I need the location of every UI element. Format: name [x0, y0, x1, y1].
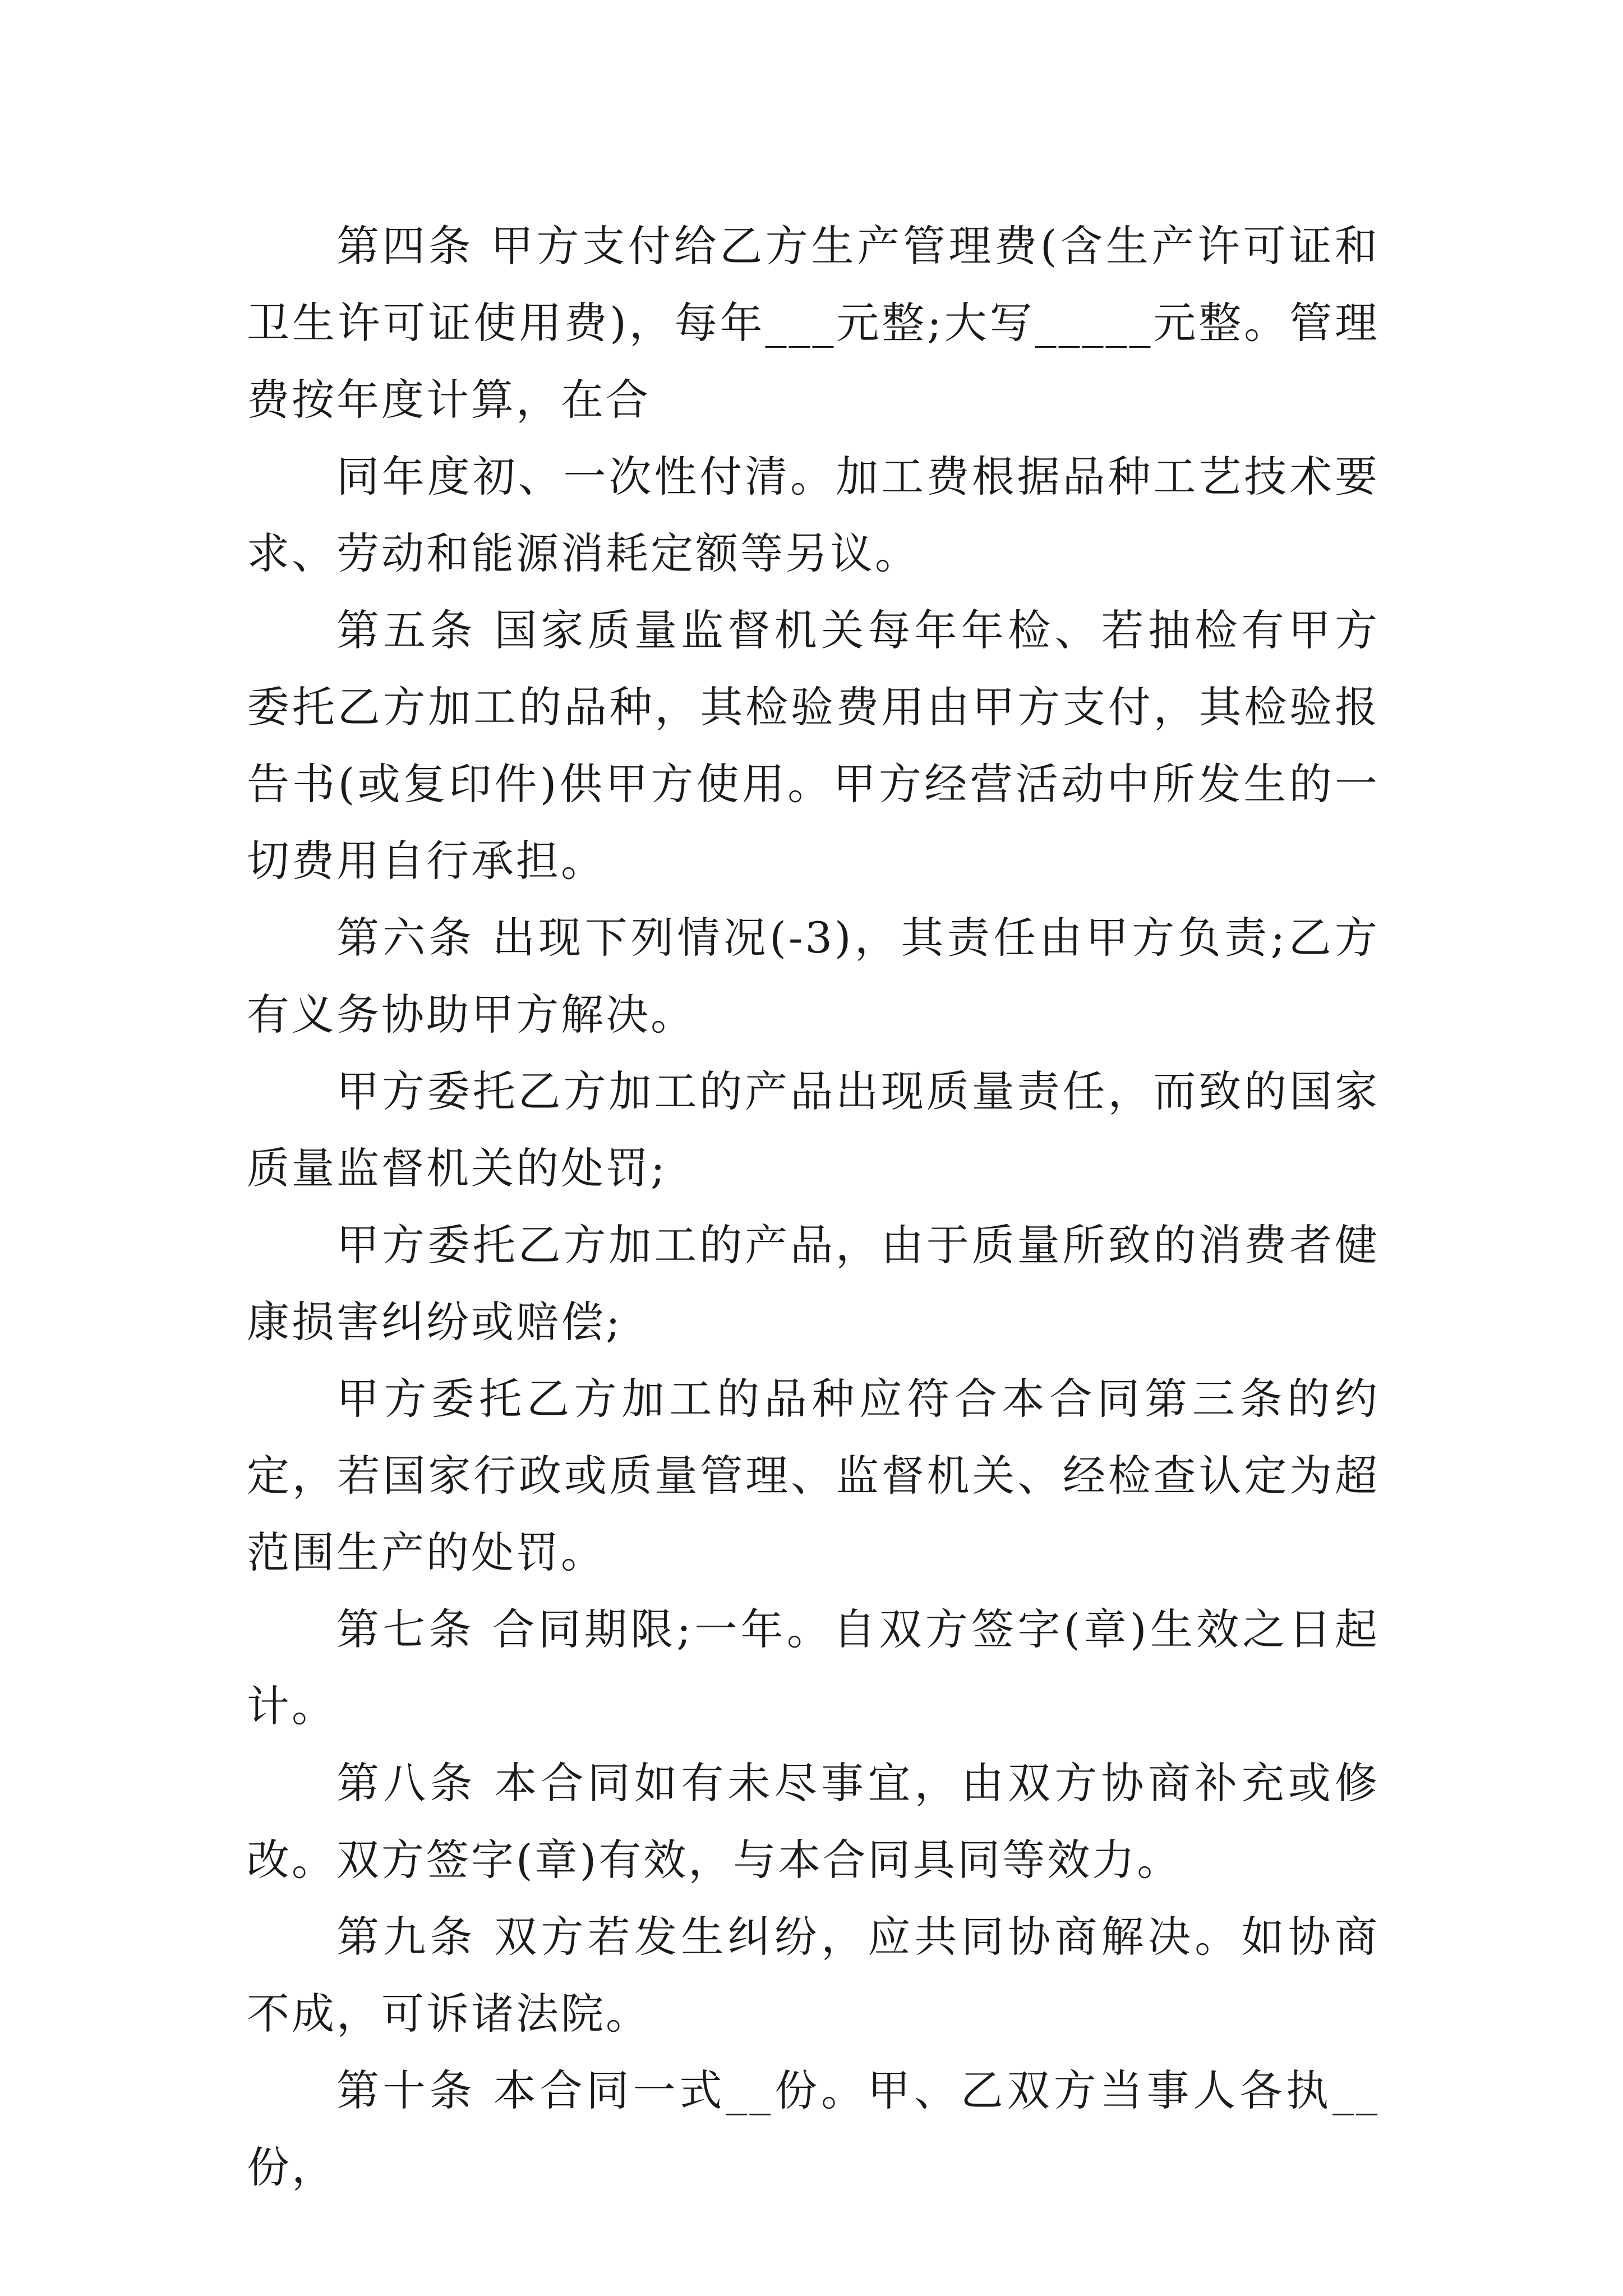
article-4-continuation-paragraph: 同年度初、一次性付清。加工费根据品种工艺技术要求、劳动和能源消耗定额等另议。 — [247, 452, 1380, 578]
article-8-paragraph: 第八条 本合同如有未尽事宜，由双方协商补充或修改。双方签字(章)有效，与本合同具同等效力。 — [247, 1758, 1380, 1885]
article-6-item-3: 甲方委托乙方加工的品种应符合本合同第三条的约定，若国家行政或质量管理、监督机关、经检查认定为超范围生产的处罚。 — [247, 1374, 1380, 1577]
article-6-item-1: 甲方委托乙方加工的产品出现质量责任，而致的国家质量监督机关的处罚; — [247, 1066, 1380, 1193]
article-6-paragraph: 第六条 出现下列情况(-3)，其责任由甲方负责;乙方有义务协助甲方解决。 — [247, 913, 1380, 1039]
article-10-paragraph: 第十条 本合同一式__份。甲、乙双方当事人各执__份， — [247, 2065, 1380, 2192]
article-5-paragraph: 第五条 国家质量监督机关每年年检、若抽检有甲方委托乙方加工的品种，其检验费用由甲方支付，其检验报告书(或复印件)供甲方使用。甲方经营活动中所发生的一切费用自行承担。 — [247, 605, 1380, 886]
article-9-paragraph: 第九条 双方若发生纠纷，应共同协商解决。如协商不成，可诉诸法院。 — [247, 1912, 1380, 2039]
article-7-paragraph: 第七条 合同期限;一年。自双方签字(章)生效之日起计。 — [247, 1604, 1380, 1731]
contract-body — [247, 208, 1380, 2206]
article-6-item-2: 甲方委托乙方加工的产品，由于质量所致的消费者健康损害纠纷或赔偿; — [247, 1220, 1380, 1347]
article-4-paragraph: 第四条 甲方支付给乙方生产管理费(含生产许可证和卫生许可证使用费)，每年___元整;大写_____元整。管理费按年度计算，在合 — [247, 221, 1380, 425]
